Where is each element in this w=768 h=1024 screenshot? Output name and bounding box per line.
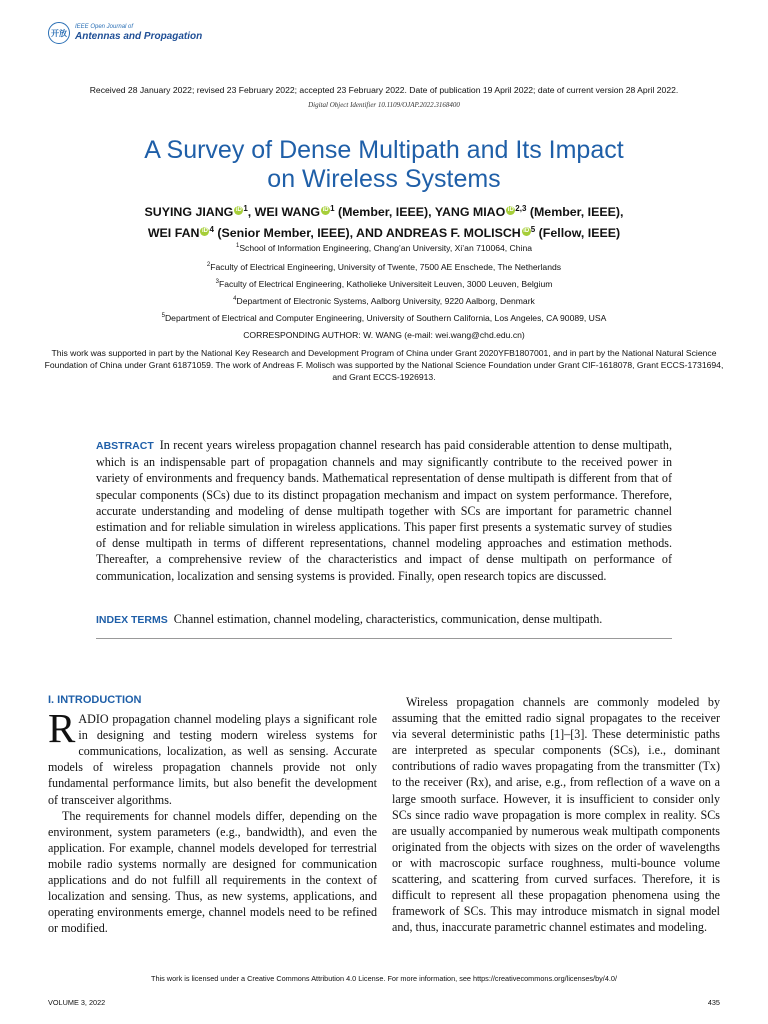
title-line-2: on Wireless Systems bbox=[267, 165, 501, 193]
affiliation-mark: 2,3 bbox=[515, 204, 527, 213]
author-line-2 bbox=[0, 221, 768, 242]
affiliation: $^2$Faculty of Electrical Engineering, University of Twente, 7500 AE Enschede, The Netherlands bbox=[206, 262, 562, 272]
author-line-1 bbox=[0, 200, 768, 221]
affiliation: $^3$Faculty of Electrical Engineering, Katholieke Universiteit Leuven, 3000 Leuven, Belgium bbox=[215, 279, 553, 289]
divider bbox=[96, 638, 672, 639]
orcid-icon[interactable]: iD bbox=[201, 228, 208, 235]
orcid-icon[interactable]: iD bbox=[235, 207, 242, 213]
paper-title bbox=[0, 136, 768, 194]
index-terms bbox=[96, 611, 672, 628]
abstract bbox=[96, 437, 672, 584]
affiliation: $^5$Department of Electrical and Computer Engineering, University of Southern California, Los Angeles, CA 90089, USA bbox=[161, 313, 607, 323]
affiliation-mark: 5 bbox=[530, 225, 536, 235]
section-heading: I. INTRODUCTION bbox=[48, 694, 142, 706]
affiliation-mark: 1 bbox=[330, 204, 335, 213]
paragraph: Wireless propagation channels are commonly modeled by assuming that the emitted radio signal propagates to the receiver via several deterministic paths [1]–[3]. These deterministic paths are interpreted as specular components (SCs), i.e., dominant contributions of radio waves propagating from the transmitter (Tx) to the receiver (Rx), and arise, e.g., from reflection of a wave on a large smooth surface. However, it is insufficient to consider only SCs since radio wave propagation is more complex in reality. SCs are usually accompanied by numerous weak multipath components originated from the objects with sizes on the order of wavelengths or with macroscopic surface roughness, multi-bounce volume scattering, and scattering from curved surfaces. Therefore, it is difficult to represent all these propagation phenomena using the framework of SCs. This may introduce mismatch in signal model and, thus, inaccurate parametric channel estimates and modeling. bbox=[392, 695, 720, 935]
drop-cap: R bbox=[48, 705, 76, 752]
author-list bbox=[0, 200, 768, 242]
affiliation-mark: 1 bbox=[243, 204, 248, 213]
affiliation-mark: 4 bbox=[209, 225, 214, 235]
author-role: (Fellow, IEEE) bbox=[535, 226, 621, 241]
orcid-icon[interactable]: iD bbox=[507, 207, 514, 213]
paragraph: RADIO propagation channel modeling plays a significant role in designing and testing modern wireless systems for communications, localization, as well as sensing. Accurate models of wireless propagation channels provide not only fundamental performance limits, but also benefit the development of transceiver algorithms. bbox=[48, 705, 377, 807]
orcid-icon[interactable]: iD bbox=[523, 228, 530, 235]
received-dates: Received 28 January 2022; revised 23 February 2022; accepted 23 February 2022. Date of publication 19 April 2022; date of current version 28 April 2022. bbox=[89, 85, 679, 95]
orcid-icon[interactable]: iD bbox=[322, 207, 329, 213]
column-left bbox=[48, 692, 377, 936]
journal-logo bbox=[48, 22, 202, 44]
author-name: SUYING JIANG bbox=[144, 205, 234, 220]
page-number: 435 bbox=[707, 998, 720, 1007]
funding-note: This work was supported in part by the National Key Research and Development Program of China under Grant 2020YFB1807001, and in part by the National Natural Science Foundation of China under Grant 61871059. The work of Andreas F. Molisch was supported by the National Science Foundation under Grant CIF-1618078, Grant ECCS-1731694, and Grant ECCS-1926913. bbox=[44, 348, 724, 382]
license-note: This work is licensed under a Creative Commons Attribution 4.0 License. For more information, see https://creativecommons.org/licenses/by/4.0/ bbox=[151, 974, 617, 983]
title-line-1: A Survey of Dense Multipath and Its Impact bbox=[144, 136, 624, 164]
index-terms-label: INDEX TERMS bbox=[96, 614, 168, 626]
paragraph: The requirements for channel models differ, depending on the environment, system parameters (e.g., bandwidth), and even the application. For example, channel models developed for terrestrial mobile radio systems normally are designed for communication applications and do not fulfill all requirements in the context of localization and sensing. Thus, as new systems, applications, and operating environments emerge, channel models need to be refined or modified. bbox=[48, 808, 377, 936]
volume-label: VOLUME 3, 2022 bbox=[48, 998, 106, 1007]
author-role: (Senior Member, IEEE), AND ANDREAS F. MOLISCH bbox=[213, 226, 521, 241]
journal-subtitle: IEEE Open Journal of bbox=[75, 24, 134, 30]
author-name: , WEI WANG bbox=[247, 205, 321, 220]
author-name: WEI FAN bbox=[147, 226, 200, 241]
affiliation: $^4$Department of Electronic Systems, Aalborg University, 9220 Aalborg, Denmark bbox=[233, 296, 535, 306]
corresponding-author: CORRESPONDING AUTHOR: W. WANG (e-mail: wei.wang@chd.edu.cn) bbox=[243, 330, 525, 340]
index-terms-text: Channel estimation, channel modeling, characteristics, communication, dense multipath. bbox=[173, 612, 603, 626]
affiliation: $^1$School of Information Engineering, Chang’an University, Xi’an 710064, China bbox=[235, 243, 533, 253]
journal-name: Antennas and Propagation bbox=[75, 31, 203, 42]
column-right bbox=[392, 694, 720, 935]
journal-badge-icon: 开放 bbox=[48, 22, 70, 44]
abstract-label: ABSTRACT bbox=[96, 440, 154, 452]
author-role: (Member, IEEE), YANG MIAO bbox=[334, 205, 506, 220]
author-role: (Member, IEEE), bbox=[526, 205, 624, 220]
doi-line: Digital Object Identifier 10.1109/OJAP.2022.3168400 bbox=[308, 101, 460, 109]
abstract-text: In recent years wireless propagation channel research has paid considerable attention to dense multipath, which is an indispensable part of propagation channels and may significantly contribute to the received power in variety of environments and frequency bands. Mathematical representation of dense multipath is different from that of specular components (SCs) due to its distinct propagation mechanism and impact on system performance. Therefore, accurate understanding and modeling of dense multipath together with SCs are important for parametric channel estimation and for reliable simulation in wireless applications. This paper first presents a systematic survey of studies of dense multipath in terms of different representations, channel modeling approaches and estimation methods. Thereafter, a comprehensive review of the characteristics and impact of dense multipath on performance of communication, localization and sensing systems is provided. Finally, open research topics are discussed. bbox=[96, 438, 672, 583]
